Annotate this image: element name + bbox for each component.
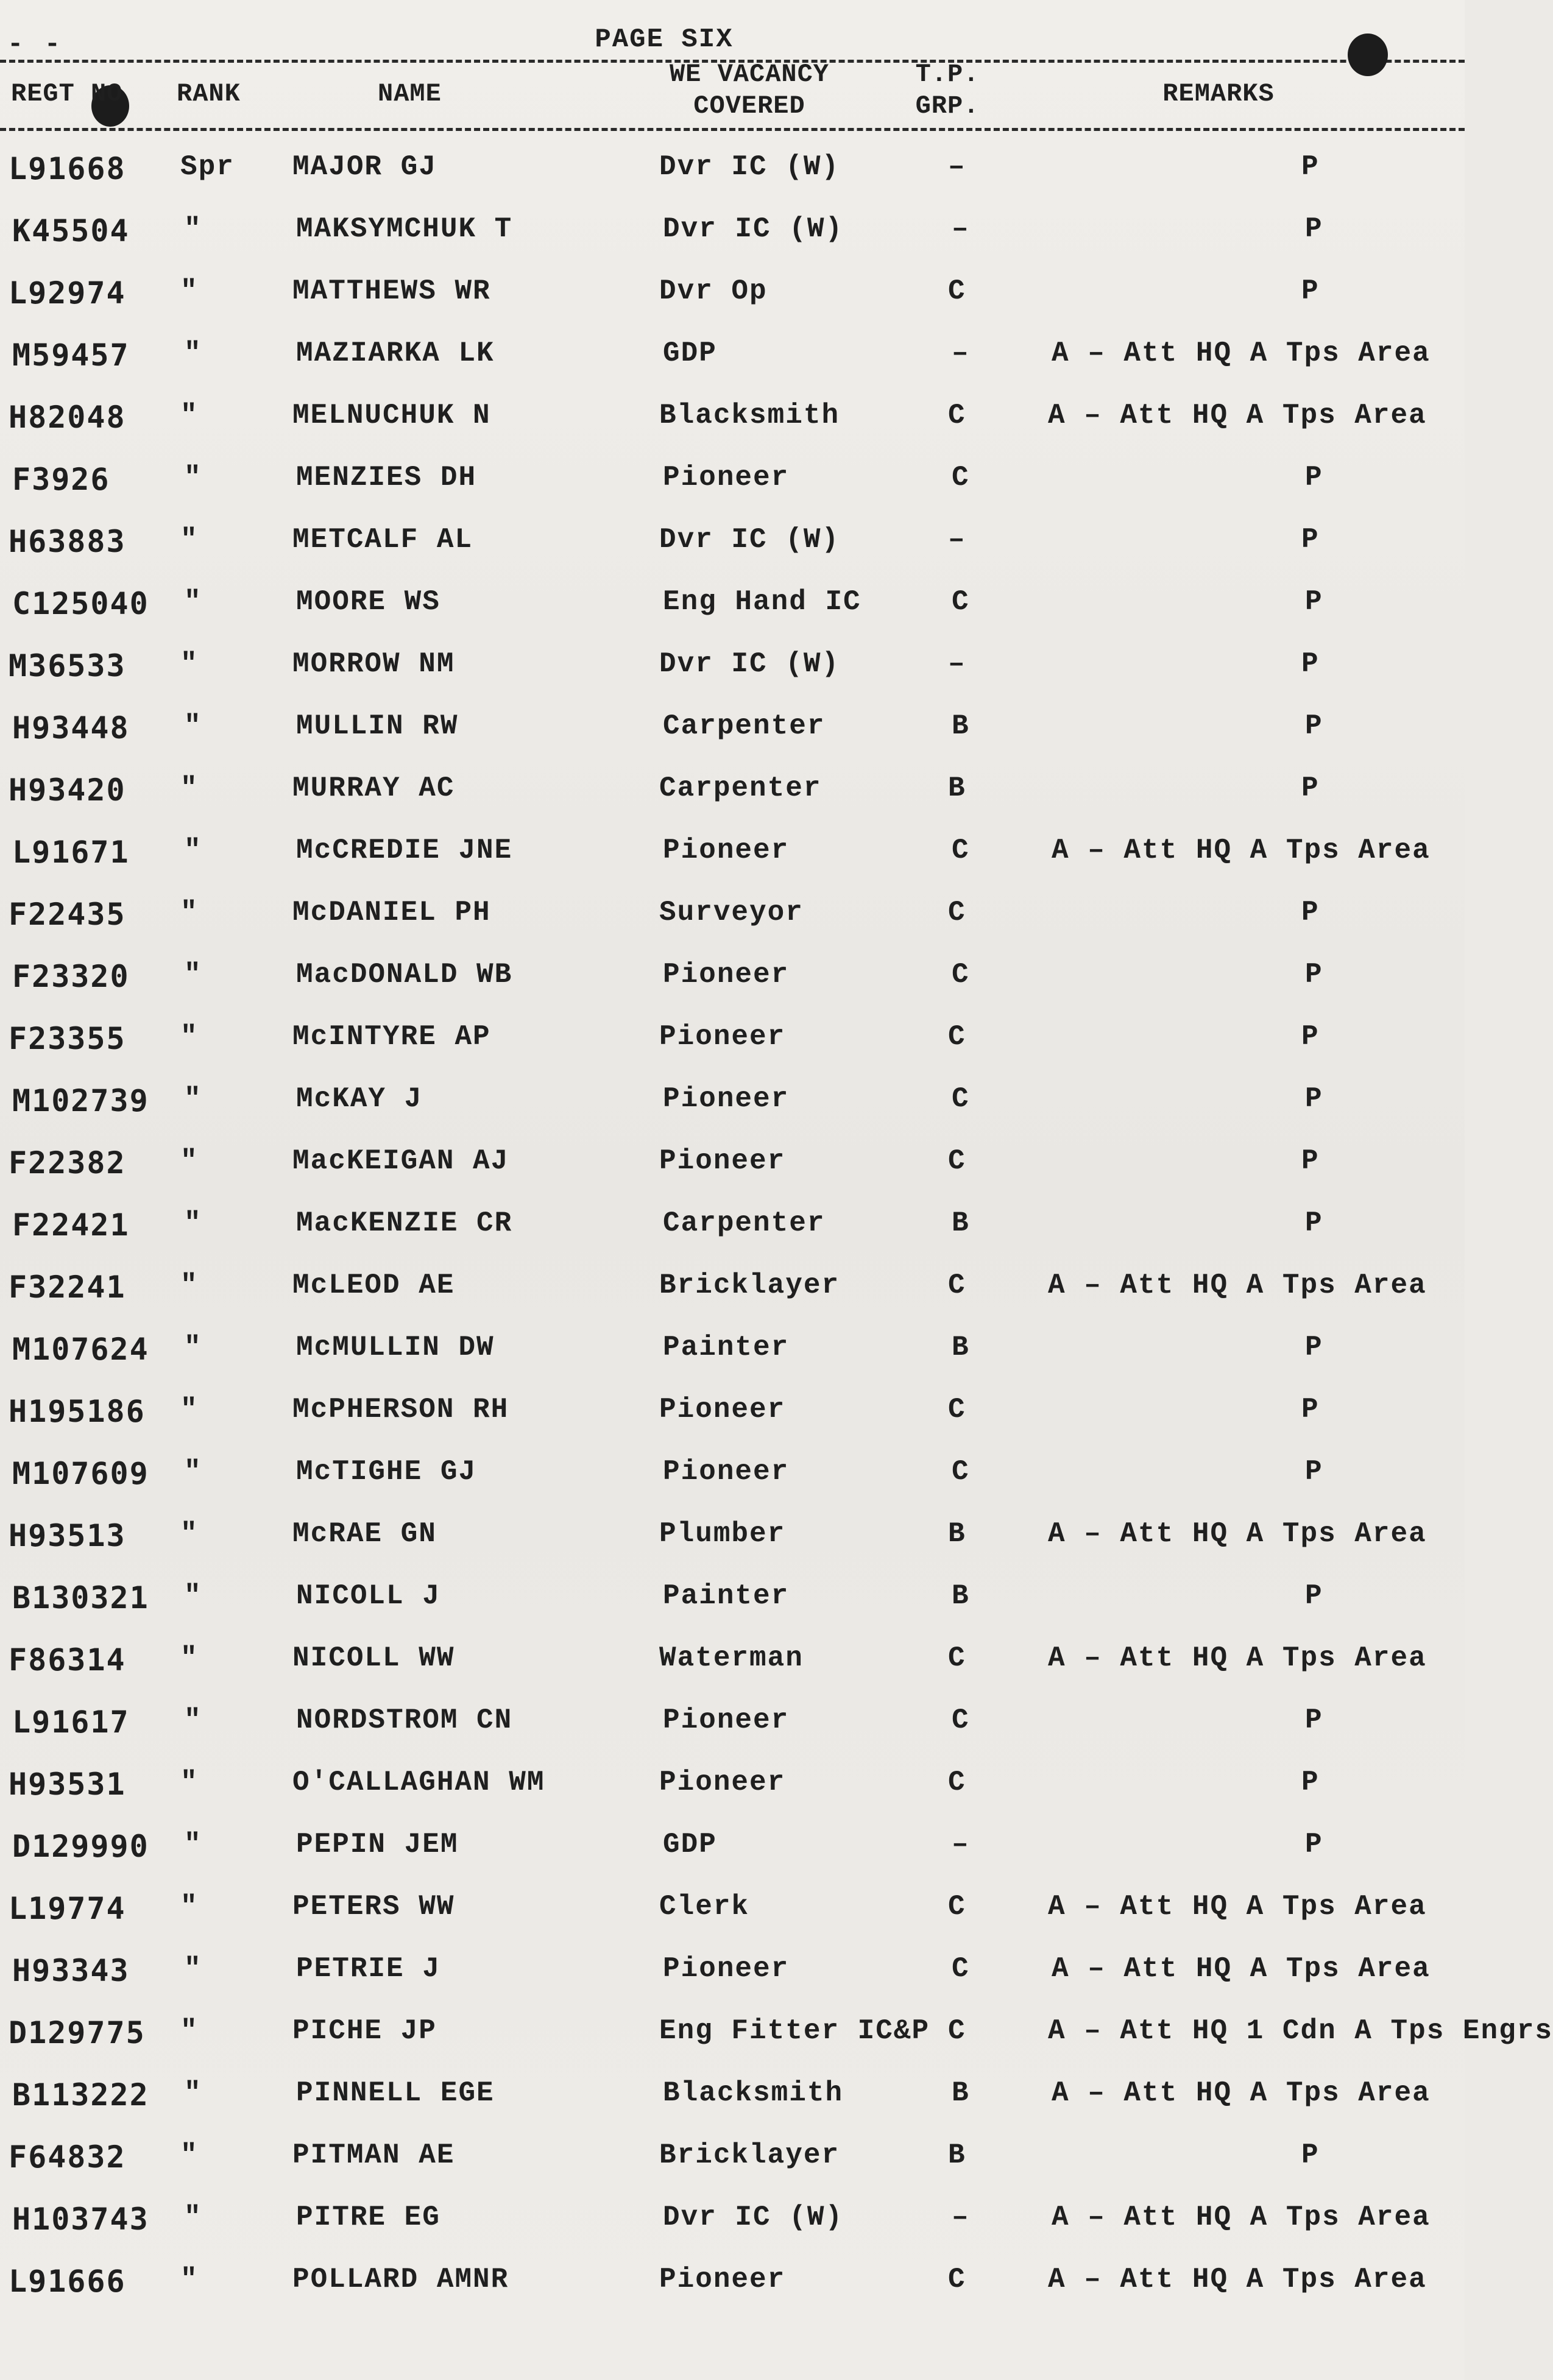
regt-no-cell: L19774: [9, 1891, 126, 1926]
table-row: [0, 1445, 1465, 1507]
rank-cell: ": [184, 462, 202, 493]
vacancy-cell: Dvr Op: [659, 275, 768, 307]
remarks-cell: P: [1305, 462, 1323, 493]
name-cell: McCREDIE JNE: [296, 835, 513, 866]
vacancy-cell: Dvr IC (W): [659, 648, 840, 680]
header-vacancy-covered: WE VACANCY COVERED: [669, 60, 830, 121]
rank-cell: ": [184, 1456, 202, 1488]
name-cell: NORDSTROM CN: [296, 1704, 513, 1736]
name-cell: PETERS WW: [292, 1891, 455, 1923]
header-remarks: REMARKS: [1162, 79, 1275, 108]
tp-grp-cell: C: [952, 1704, 970, 1736]
remarks-cell: P: [1305, 1083, 1323, 1115]
tp-grp-cell: C: [948, 2264, 966, 2295]
rank-cell: ": [180, 1269, 199, 1301]
table-row: [0, 2191, 1465, 2253]
rank-cell: ": [180, 1394, 199, 1425]
remarks-cell: A – Att HQ A Tps Area: [1048, 1269, 1427, 1301]
tp-grp-cell: C: [952, 462, 970, 493]
rank-cell: ": [180, 2264, 199, 2295]
tp-grp-cell: C: [948, 1269, 966, 1301]
name-cell: McPHERSON RH: [292, 1394, 509, 1425]
table-row: [0, 1383, 1465, 1445]
name-cell: NICOLL J: [296, 1580, 440, 1612]
vacancy-cell: Pioneer: [663, 1704, 790, 1736]
remarks-cell: P: [1301, 772, 1320, 804]
rank-cell: ": [180, 2015, 199, 2047]
name-cell: PINNELL EGE: [296, 2077, 495, 2109]
vacancy-cell: Blacksmith: [663, 2077, 844, 2109]
regt-no-cell: H195186: [9, 1394, 146, 1429]
vacancy-cell: Pioneer: [663, 462, 790, 493]
name-cell: MacKEIGAN AJ: [292, 1145, 509, 1177]
tp-grp-cell: –: [948, 151, 966, 183]
tp-grp-cell: B: [948, 1518, 966, 1550]
rank-cell: ": [180, 1021, 199, 1053]
regt-no-cell: H93420: [9, 772, 126, 808]
table-row: [0, 327, 1465, 389]
header-bottom-rule: [0, 128, 1465, 131]
name-cell: MULLIN RW: [296, 710, 459, 742]
name-cell: NICOLL WW: [292, 1642, 455, 1674]
table-row: [0, 637, 1465, 699]
punch-hole-right: [1348, 34, 1388, 76]
regt-no-cell: F64832: [9, 2139, 126, 2175]
regt-no-cell: L91671: [12, 835, 130, 870]
regt-no-cell: H93448: [12, 710, 130, 746]
remarks-cell: P: [1305, 1580, 1323, 1612]
vacancy-cell: Dvr IC (W): [659, 524, 840, 556]
name-cell: McMULLIN DW: [296, 1332, 495, 1363]
table-row: [0, 513, 1465, 575]
vacancy-cell: Pioneer: [663, 1953, 790, 1985]
table-row: [0, 1196, 1465, 1259]
remarks-cell: P: [1305, 586, 1323, 618]
tp-grp-cell: C: [948, 275, 966, 307]
header-name: NAME: [378, 79, 442, 108]
tp-grp-cell: –: [948, 524, 966, 556]
name-cell: McKAY J: [296, 1083, 423, 1115]
name-cell: MOORE WS: [296, 586, 440, 618]
name-cell: MAKSYMCHUK T: [296, 213, 513, 245]
rank-cell: ": [184, 2077, 202, 2109]
table-row: [0, 1259, 1465, 1321]
remarks-cell: P: [1301, 1145, 1320, 1177]
regt-no-cell: H93513: [9, 1518, 126, 1553]
vacancy-cell: Pioneer: [663, 959, 790, 990]
rank-cell: ": [184, 213, 202, 245]
remarks-cell: P: [1301, 1394, 1320, 1425]
rank-cell: ": [184, 1332, 202, 1363]
tp-grp-cell: B: [952, 2077, 970, 2109]
tp-grp-cell: –: [952, 213, 970, 245]
table-row: [0, 1880, 1465, 1942]
remarks-cell: A – Att HQ A Tps Area: [1048, 1642, 1427, 1674]
name-cell: MAJOR GJ: [292, 151, 437, 183]
rank-cell: ": [184, 1580, 202, 1612]
regt-no-cell: M59457: [12, 337, 130, 373]
vacancy-cell: Dvr IC (W): [659, 151, 840, 183]
remarks-cell: P: [1305, 1332, 1323, 1363]
rank-cell: ": [184, 1704, 202, 1736]
name-cell: PETRIE J: [296, 1953, 440, 1985]
regt-no-cell: F86314: [9, 1642, 126, 1678]
remarks-cell: P: [1301, 1767, 1320, 1798]
remarks-cell: A – Att HQ A Tps Area: [1052, 1953, 1431, 1985]
tp-grp-cell: –: [952, 2202, 970, 2233]
name-cell: PEPIN JEM: [296, 1829, 459, 1860]
table-row: [0, 1942, 1465, 2004]
remarks-cell: P: [1305, 213, 1323, 245]
table-row: [0, 1321, 1465, 1383]
table-row: [0, 699, 1465, 761]
table-row: [0, 1631, 1465, 1693]
regt-no-cell: L91666: [9, 2264, 126, 2299]
vacancy-cell: Dvr IC (W): [663, 2202, 844, 2233]
rank-cell: ": [180, 1518, 199, 1550]
regt-no-cell: C125040: [12, 586, 149, 621]
tp-grp-cell: C: [952, 1083, 970, 1115]
tp-grp-cell: C: [948, 1642, 966, 1674]
rank-cell: ": [184, 710, 202, 742]
remarks-cell: P: [1301, 897, 1320, 928]
name-cell: MacKENZIE CR: [296, 1207, 513, 1239]
vacancy-cell: Pioneer: [659, 1021, 786, 1053]
regt-no-cell: H63883: [9, 524, 126, 559]
tp-grp-cell: –: [952, 1829, 970, 1860]
rank-cell: ": [184, 1829, 202, 1860]
table-row: [0, 886, 1465, 948]
table-row: [0, 140, 1465, 202]
vacancy-cell: Carpenter: [659, 772, 822, 804]
tp-grp-cell: C: [952, 835, 970, 866]
regt-no-cell: F22382: [9, 1145, 126, 1181]
vacancy-cell: Pioneer: [659, 1394, 786, 1425]
vacancy-cell: Eng Hand IC: [663, 586, 861, 618]
regt-no-cell: L92974: [9, 275, 126, 311]
header-regt-no: REGT NO: [11, 79, 123, 108]
tp-grp-cell: C: [948, 1394, 966, 1425]
rank-cell: ": [180, 2139, 199, 2171]
vacancy-cell: Pioneer: [663, 1083, 790, 1115]
regt-no-cell: F23320: [12, 959, 130, 994]
vacancy-cell: Dvr IC (W): [663, 213, 844, 245]
table-row: [0, 575, 1465, 637]
remarks-cell: P: [1301, 2139, 1320, 2171]
rank-cell: Spr: [180, 151, 235, 183]
regt-no-cell: B113222: [12, 2077, 149, 2113]
name-cell: PITRE EG: [296, 2202, 440, 2233]
remarks-cell: A – Att HQ A Tps Area: [1052, 2202, 1431, 2233]
regt-no-cell: F32241: [9, 1269, 126, 1305]
rank-cell: ": [184, 1083, 202, 1115]
table-row: [0, 761, 1465, 824]
tp-grp-cell: –: [952, 337, 970, 369]
remarks-cell: A – Att HQ A Tps Area: [1048, 2264, 1427, 2295]
vacancy-cell: Surveyor: [659, 897, 804, 928]
regt-no-cell: M107609: [12, 1456, 149, 1491]
remarks-cell: A – Att HQ A Tps Area: [1048, 400, 1427, 431]
vacancy-cell: Painter: [663, 1580, 790, 1612]
regt-no-cell: H93531: [9, 1767, 126, 1802]
header-tp-grp: T.P. GRP.: [915, 60, 980, 121]
table-row: [0, 1818, 1465, 1880]
table-row: [0, 1010, 1465, 1072]
remarks-cell: A – Att HQ A Tps Area: [1048, 1518, 1427, 1550]
remarks-cell: A – Att HQ A Tps Area: [1048, 1891, 1427, 1923]
name-cell: MORROW NM: [292, 648, 455, 680]
vacancy-cell: Eng Fitter IC&P: [659, 2015, 930, 2047]
regt-no-cell: H103743: [12, 2202, 149, 2237]
table-row: [0, 2004, 1553, 2066]
remarks-cell: P: [1301, 151, 1320, 183]
table-row: [0, 451, 1465, 513]
regt-no-cell: L91668: [9, 151, 126, 186]
rank-cell: ": [180, 1145, 199, 1177]
tp-grp-cell: C: [948, 1145, 966, 1177]
vacancy-cell: GDP: [663, 1829, 717, 1860]
vacancy-cell: Pioneer: [659, 1767, 786, 1798]
name-cell: McLEOD AE: [292, 1269, 455, 1301]
remarks-cell: A – Att HQ A Tps Area: [1052, 337, 1431, 369]
regt-no-cell: F3926: [12, 462, 110, 497]
vacancy-cell: Carpenter: [663, 710, 826, 742]
regt-no-cell: L91617: [12, 1704, 130, 1740]
remarks-cell: P: [1305, 1456, 1323, 1488]
tp-grp-cell: C: [948, 897, 966, 928]
rank-cell: ": [180, 897, 199, 928]
tp-grp-cell: C: [948, 1767, 966, 1798]
table-row: [0, 1756, 1465, 1818]
page-title: PAGE SIX: [595, 24, 734, 55]
tp-grp-cell: –: [948, 648, 966, 680]
regt-no-cell: F23355: [9, 1021, 126, 1056]
tp-grp-cell: B: [952, 1580, 970, 1612]
vacancy-cell: Painter: [663, 1332, 790, 1363]
vacancy-cell: Pioneer: [659, 2264, 786, 2295]
name-cell: PICHE JP: [292, 2015, 437, 2047]
table-row: [0, 202, 1465, 264]
rank-cell: ": [184, 959, 202, 990]
name-cell: PITMAN AE: [292, 2139, 455, 2171]
rank-cell: ": [184, 2202, 202, 2233]
remarks-cell: P: [1305, 710, 1323, 742]
name-cell: MATTHEWS WR: [292, 275, 491, 307]
rank-cell: ": [180, 1891, 199, 1923]
personnel-list: [0, 140, 1553, 2315]
name-cell: MELNUCHUK N: [292, 400, 491, 431]
vacancy-cell: Bricklayer: [659, 1269, 840, 1301]
tp-grp-cell: B: [952, 710, 970, 742]
remarks-cell: P: [1301, 524, 1320, 556]
rank-cell: ": [184, 586, 202, 618]
tp-grp-cell: C: [948, 1891, 966, 1923]
table-row: [0, 1134, 1465, 1196]
name-cell: O'CALLAGHAN WM: [292, 1767, 545, 1798]
regt-no-cell: H93343: [12, 1953, 130, 1988]
name-cell: POLLARD AMNR: [292, 2264, 509, 2295]
rank-cell: ": [184, 835, 202, 866]
regt-no-cell: H82048: [9, 400, 126, 435]
tp-grp-cell: C: [952, 1456, 970, 1488]
tp-grp-cell: C: [948, 400, 966, 431]
vacancy-cell: Waterman: [659, 1642, 804, 1674]
table-row: [0, 2128, 1465, 2191]
regt-no-cell: K45504: [12, 213, 130, 249]
remarks-cell: P: [1305, 1704, 1323, 1736]
remarks-cell: A – Att HQ A Tps Area: [1052, 2077, 1431, 2109]
remarks-cell: P: [1305, 959, 1323, 990]
tp-grp-cell: B: [948, 2139, 966, 2171]
tp-grp-cell: C: [952, 959, 970, 990]
name-cell: MURRAY AC: [292, 772, 455, 804]
remarks-cell: A – Att HQ 1 Cdn A Tps Engrs: [1048, 2015, 1553, 2047]
header-rank: RANK: [177, 79, 241, 108]
remarks-cell: P: [1301, 275, 1320, 307]
tp-grp-cell: C: [952, 586, 970, 618]
tp-grp-cell: B: [952, 1332, 970, 1363]
regt-no-cell: D129990: [12, 1829, 149, 1864]
name-cell: McINTYRE AP: [292, 1021, 491, 1053]
table-row: [0, 1569, 1465, 1631]
vacancy-cell: Bricklayer: [659, 2139, 840, 2171]
name-cell: MacDONALD WB: [296, 959, 513, 990]
tp-grp-cell: B: [948, 772, 966, 804]
vacancy-cell: Pioneer: [659, 1145, 786, 1177]
table-row: [0, 1693, 1465, 1756]
rank-cell: ": [180, 1642, 199, 1674]
vacancy-cell: Carpenter: [663, 1207, 826, 1239]
table-row: [0, 948, 1465, 1010]
corner-mark: - -: [7, 29, 63, 60]
rank-cell: ": [180, 275, 199, 307]
regt-no-cell: M107624: [12, 1332, 149, 1367]
table-row: [0, 1507, 1465, 1569]
tp-grp-cell: C: [952, 1953, 970, 1985]
rank-cell: ": [180, 1767, 199, 1798]
table-row: [0, 824, 1465, 886]
remarks-cell: P: [1301, 648, 1320, 680]
table-row: [0, 1072, 1465, 1134]
regt-no-cell: F22435: [9, 897, 126, 932]
vacancy-cell: Plumber: [659, 1518, 786, 1550]
rank-cell: ": [180, 524, 199, 556]
rank-cell: ": [180, 400, 199, 431]
table-row: [0, 2066, 1465, 2128]
name-cell: McTIGHE GJ: [296, 1456, 477, 1488]
vacancy-cell: Blacksmith: [659, 400, 840, 431]
rank-cell: ": [184, 1207, 202, 1239]
regt-no-cell: D129775: [9, 2015, 146, 2050]
vacancy-cell: Pioneer: [663, 1456, 790, 1488]
remarks-cell: P: [1301, 1021, 1320, 1053]
rank-cell: ": [184, 1953, 202, 1985]
remarks-cell: A – Att HQ A Tps Area: [1052, 835, 1431, 866]
rank-cell: ": [180, 648, 199, 680]
name-cell: MENZIES DH: [296, 462, 477, 493]
remarks-cell: P: [1305, 1207, 1323, 1239]
regt-no-cell: F22421: [12, 1207, 130, 1243]
regt-no-cell: B130321: [12, 1580, 149, 1616]
table-row: [0, 389, 1465, 451]
vacancy-cell: GDP: [663, 337, 717, 369]
name-cell: METCALF AL: [292, 524, 473, 556]
remarks-cell: P: [1305, 1829, 1323, 1860]
rank-cell: ": [180, 772, 199, 804]
table-row: [0, 264, 1465, 327]
vacancy-cell: Pioneer: [663, 835, 790, 866]
rank-cell: ": [184, 337, 202, 369]
regt-no-cell: M102739: [12, 1083, 149, 1118]
name-cell: McDANIEL PH: [292, 897, 491, 928]
tp-grp-cell: C: [948, 1021, 966, 1053]
name-cell: McRAE GN: [292, 1518, 437, 1550]
regt-no-cell: M36533: [9, 648, 126, 683]
tp-grp-cell: C: [948, 2015, 966, 2047]
table-row: [0, 2253, 1465, 2315]
vacancy-cell: Clerk: [659, 1891, 750, 1923]
tp-grp-cell: B: [952, 1207, 970, 1239]
name-cell: MAZIARKA LK: [296, 337, 495, 369]
